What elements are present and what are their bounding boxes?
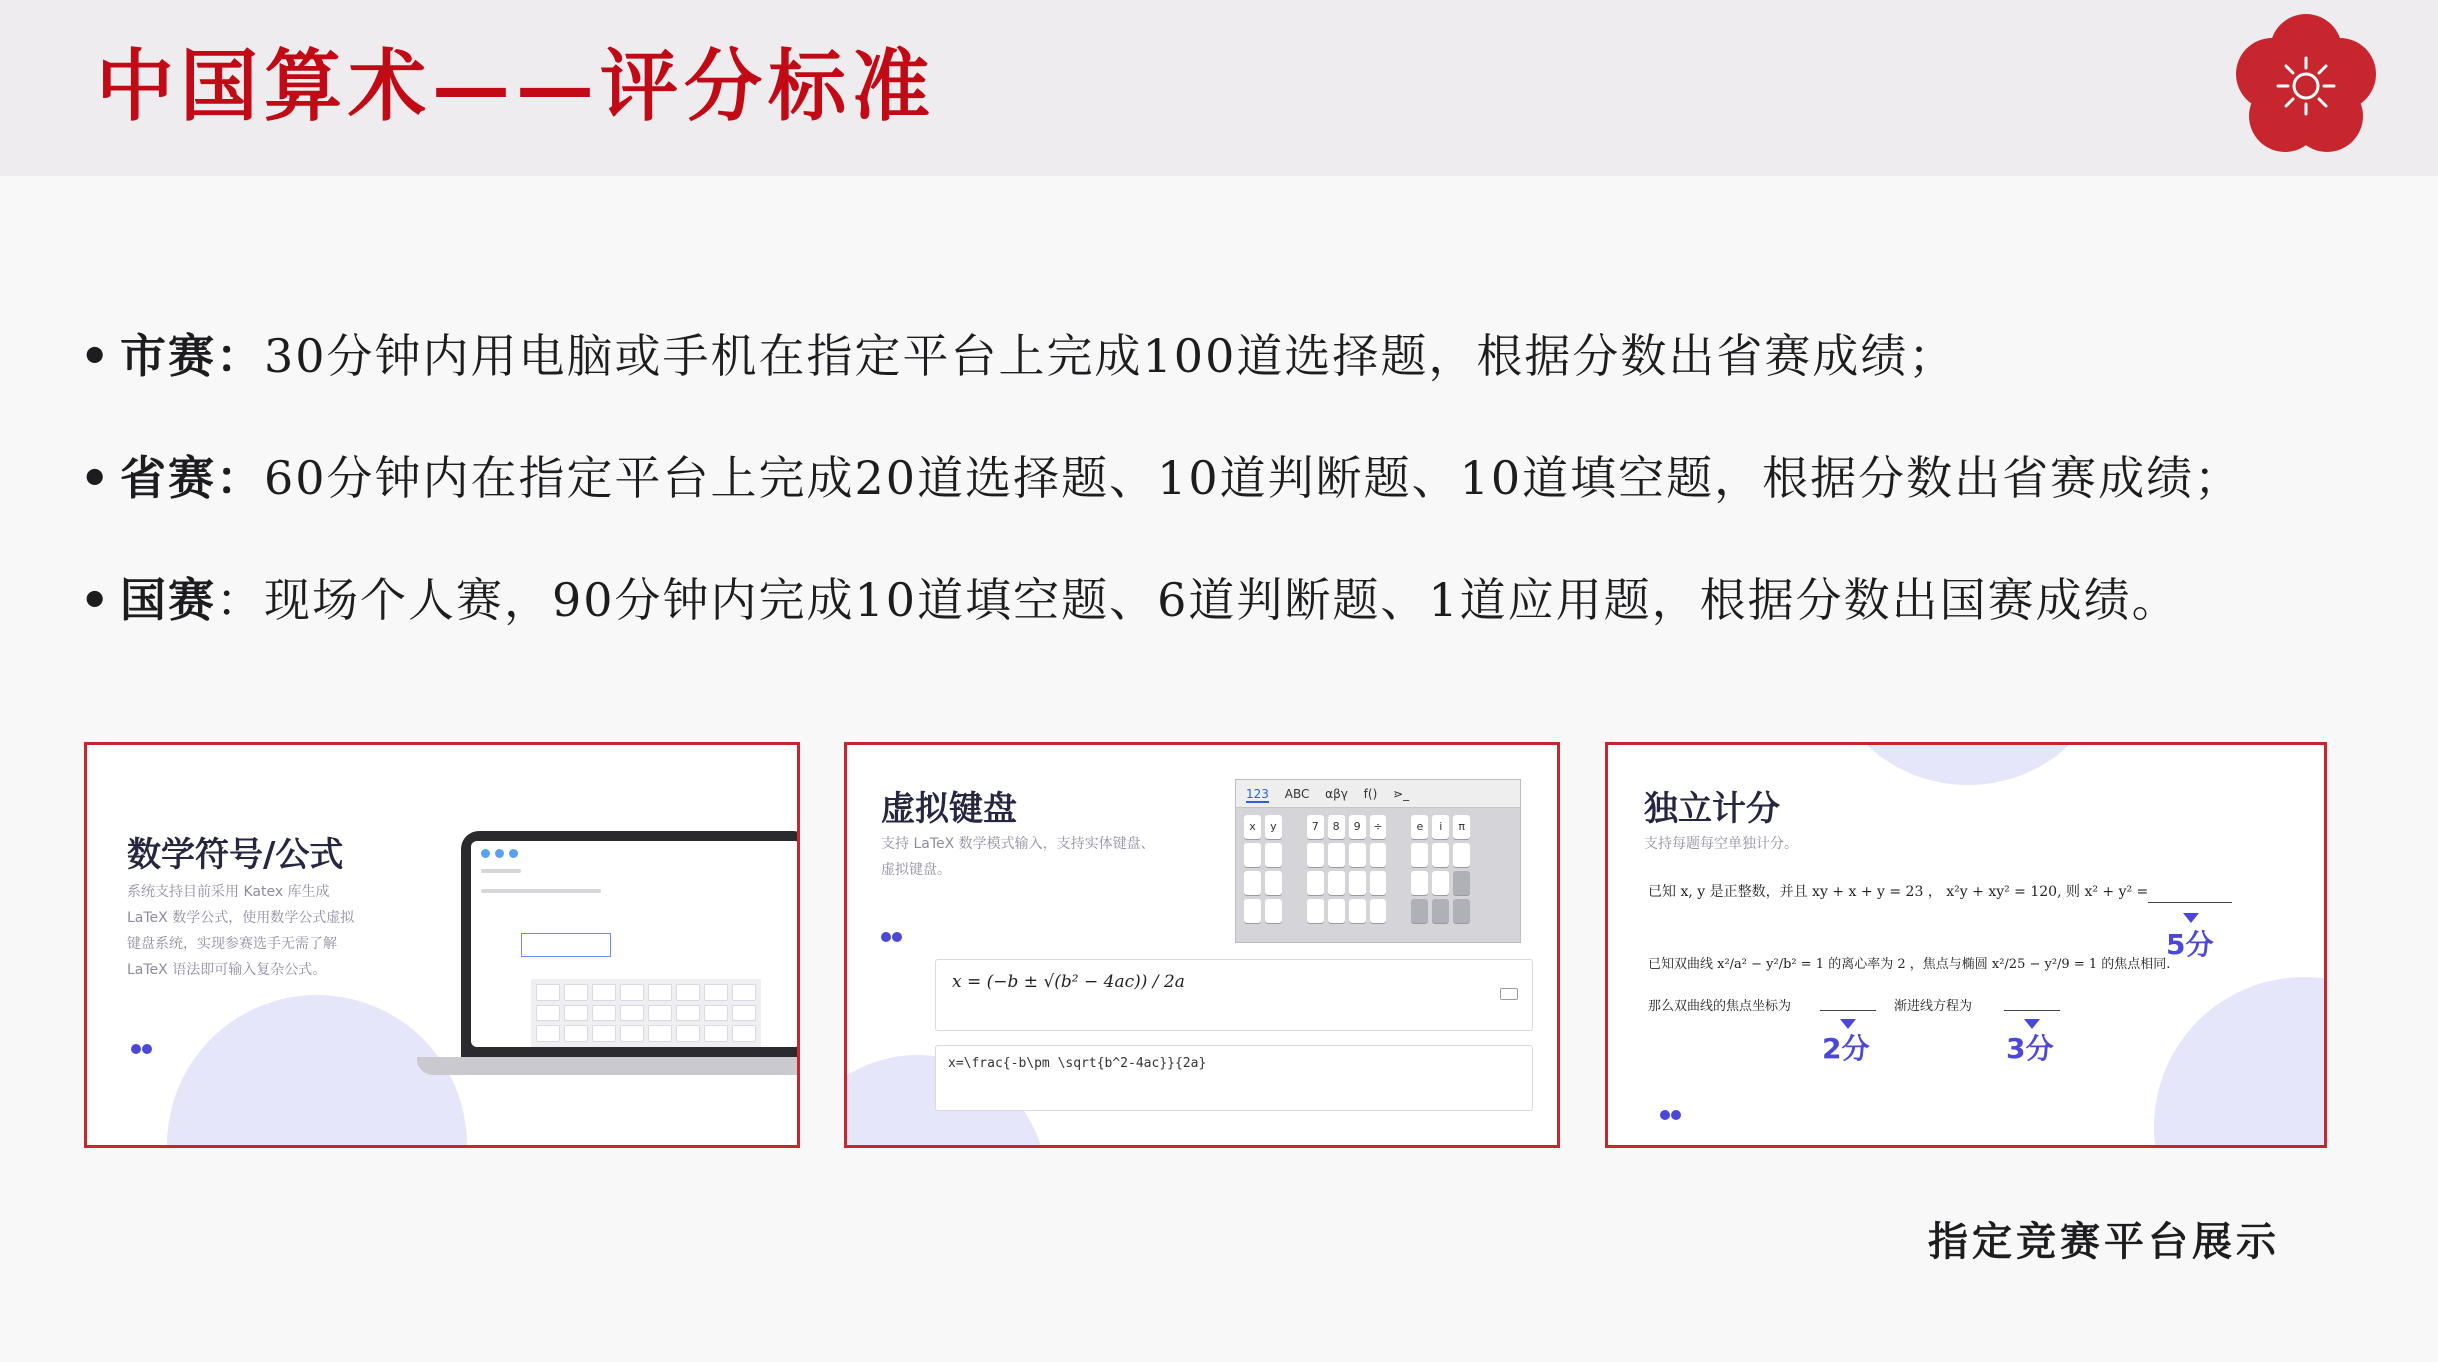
- key[interactable]: [1349, 899, 1366, 923]
- pagination-dots: [131, 1039, 153, 1058]
- key[interactable]: [1328, 843, 1345, 867]
- answer-blank-3[interactable]: [2004, 1009, 2060, 1011]
- key[interactable]: [1370, 899, 1387, 923]
- key[interactable]: [1411, 843, 1428, 867]
- key[interactable]: [1265, 843, 1282, 867]
- key[interactable]: x: [1244, 815, 1261, 839]
- key[interactable]: [1432, 843, 1449, 867]
- key[interactable]: e: [1411, 815, 1428, 839]
- question-2: 已知双曲线 x²/a² − y²/b² = 1 的离心率为 2 ，焦点与椭圆 x²/25 − y²/9 = 1 的焦点相同.: [1648, 957, 2171, 972]
- key[interactable]: [1244, 843, 1261, 867]
- key[interactable]: [1370, 871, 1387, 895]
- card-description: 系统支持目前采用 Katex 库生成 LaTeX 数学公式，使用数学公式虚拟 键盘系统，实现参赛选手无需了解 LaTeX 语法即可输入复杂公式。: [127, 884, 355, 978]
- bullet-dot: •: [80, 573, 112, 627]
- key[interactable]: 7: [1307, 815, 1324, 839]
- answer-blank-2[interactable]: [1820, 1009, 1876, 1011]
- arrow-left-key[interactable]: [1411, 899, 1428, 923]
- key[interactable]: [1265, 899, 1282, 923]
- card-description: 支持每题每空单独计分。: [1644, 836, 1798, 852]
- tab-command[interactable]: ⋗_: [1393, 787, 1410, 801]
- pagination-dots: [1660, 1105, 1682, 1124]
- key[interactable]: π: [1453, 815, 1470, 839]
- list-item: • 省赛：60分钟内在指定平台上完成20道选择题、10道判断题、10道填空题，根据分数出省赛成绩；: [80, 442, 2380, 564]
- key[interactable]: i: [1432, 815, 1449, 839]
- key[interactable]: y: [1265, 815, 1282, 839]
- rules-list: [80, 320, 2380, 686]
- bullet-label: 国赛: [120, 573, 216, 627]
- score-label-1: 5分: [2166, 928, 2214, 961]
- scoring-card: [1605, 742, 2327, 1148]
- card-description: 支持 LaTeX 数学模式输入，支持实体键盘、 虚拟键盘。: [881, 836, 1155, 878]
- tab-numeric[interactable]: 123: [1246, 787, 1269, 801]
- key[interactable]: [1307, 871, 1324, 895]
- tab-functions[interactable]: f(): [1363, 787, 1378, 801]
- math-formula-card: [84, 742, 800, 1148]
- keyboard-keys: [1236, 808, 1520, 930]
- key[interactable]: [1349, 843, 1366, 867]
- question-2-part-a: 那么双曲线的焦点坐标为: [1648, 999, 1792, 1014]
- laptop-mockup: [461, 831, 800, 1057]
- card-title: 独立计分: [1644, 789, 1780, 829]
- laptop-base: [417, 1057, 800, 1075]
- key[interactable]: [1307, 899, 1324, 923]
- key[interactable]: [1307, 843, 1324, 867]
- answer-blank-1[interactable]: [2148, 901, 2232, 903]
- key[interactable]: [1370, 843, 1387, 867]
- bullet-label: 市赛: [120, 329, 216, 383]
- latex-source-input[interactable]: [935, 1045, 1533, 1111]
- virtual-keyboard-card: [844, 742, 1560, 1148]
- arrow-right-key[interactable]: [1432, 899, 1449, 923]
- score-marker-icon: [2183, 913, 2199, 923]
- keyboard-tabs: [1236, 780, 1520, 808]
- card-title: 虚拟键盘: [881, 789, 1017, 829]
- backspace-key[interactable]: [1453, 871, 1470, 895]
- card-title: 数学符号/公式: [127, 835, 344, 875]
- question-2-part-b: 渐进线方程为: [1894, 999, 1973, 1014]
- platform-caption: 指定竞赛平台展示: [1928, 1218, 2280, 1265]
- page-title: 中国算术——评分标准: [96, 41, 937, 132]
- formula-input[interactable]: [935, 959, 1533, 1031]
- header-bar: [0, 0, 2438, 176]
- key[interactable]: 8: [1328, 815, 1345, 839]
- key[interactable]: [1328, 871, 1345, 895]
- bullet-dot: •: [80, 451, 112, 505]
- bullet-dot: •: [80, 329, 112, 383]
- score-label-2: 2分: [1822, 1032, 1870, 1065]
- key[interactable]: 9: [1349, 815, 1366, 839]
- latex-source-text: x=\frac{-b\pm \sqrt{b^2-4ac}}{2a}: [948, 1056, 1207, 1071]
- decorative-blob: [2154, 977, 2327, 1148]
- keyboard-toggle-icon[interactable]: [1500, 988, 1518, 1000]
- key[interactable]: [1244, 899, 1261, 923]
- key[interactable]: ÷: [1370, 815, 1387, 839]
- key[interactable]: [1328, 899, 1345, 923]
- decorative-blob: [1828, 742, 2108, 785]
- question-1: 已知 x, y 是正整数，并且 xy + x + y = 23 ， x²y + xy² = 120, 则 x² + y² =: [1648, 884, 2149, 900]
- key[interactable]: [1244, 871, 1261, 895]
- virtual-keyboard[interactable]: [1235, 779, 1521, 943]
- bullet-text: 60分钟内在指定平台上完成20道选择题、10道判断题、10道填空题，根据分数出省赛成绩；: [264, 451, 2243, 505]
- key[interactable]: [1411, 871, 1428, 895]
- list-item: • 国赛：现场个人赛，90分钟内完成10道填空题、6道判断题、1道应用题，根据分数出国赛成绩。: [80, 564, 2380, 686]
- decorative-blob: [167, 995, 467, 1148]
- formula-preview: x = (−b ± √(b² − 4ac)) / 2a: [952, 972, 1185, 992]
- bullet-text: 30分钟内用电脑或手机在指定平台上完成100道选择题，根据分数出省赛成绩；: [264, 329, 1957, 383]
- enter-key[interactable]: [1453, 899, 1470, 923]
- list-item: • 市赛：30分钟内用电脑或手机在指定平台上完成100道选择题，根据分数出省赛成绩；: [80, 320, 2380, 442]
- plum-blossom-icon: [2230, 8, 2382, 160]
- bullet-text: 现场个人赛，90分钟内完成10道填空题、6道判断题、1道应用题，根据分数出国赛成绩。: [264, 573, 2180, 627]
- key[interactable]: [1432, 871, 1449, 895]
- pagination-dots: [881, 927, 903, 946]
- key[interactable]: [1349, 871, 1366, 895]
- key[interactable]: [1453, 843, 1470, 867]
- tab-greek[interactable]: αβγ: [1325, 787, 1348, 801]
- tab-letters[interactable]: ABC: [1284, 787, 1310, 801]
- score-label-3: 3分: [2006, 1032, 2054, 1065]
- key[interactable]: [1265, 871, 1282, 895]
- bullet-label: 省赛: [120, 451, 216, 505]
